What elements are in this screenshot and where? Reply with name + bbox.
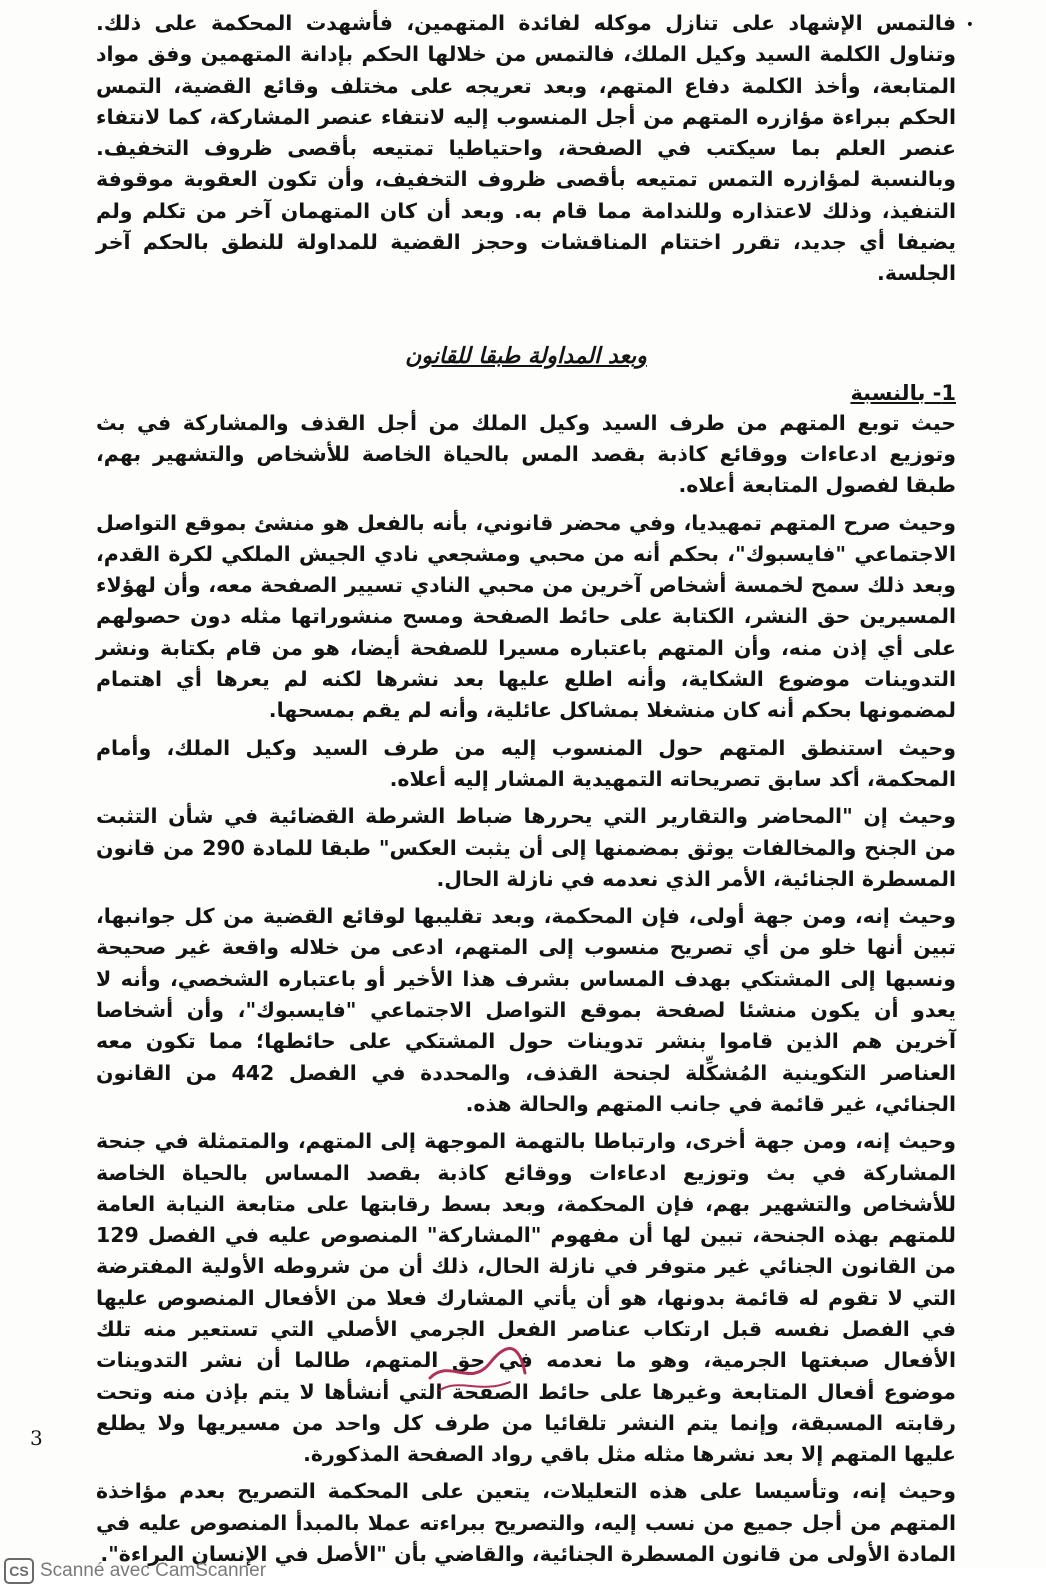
bullet-icon: • — [965, 17, 974, 33]
camscanner-logo-icon: CS — [4, 1558, 34, 1584]
page-number: 3 — [30, 1426, 43, 1450]
paragraph-5: وحيث إنه، ومن جهة أولى، فإن المحكمة، وبعد تقليبها لوقائع القضية من كل جوانبها، تبين أنها خلو من أي تصريح منسوب إلى المتهم، ادعى من خلاله واقعة غير صحيحة ونسبها إلى المشتكي بهدف المساس بشرف هذا الأخير أو باعتباره الشخصي، وأنه لا يعدو أن يكون منشئا لصفحة بموقع التواصل الاجتماعي "فايسبوك"، وأن أشخاصا آخرين هم الذين قاموا بنشر تدوينات حول المشتكي على حائطها؛ مما تكون معه العناصر التكوينية المُشكِّلة لجنحة القذف، والمحددة في الفصل 442 من القانون الجنائي، غير قائمة في جانب المتهم والحالة هذه. — [96, 904, 957, 1116]
paragraph-intro: فالتمس الإشهاد على تنازل موكله لفائدة المتهمين، فأشهدت المحكمة على ذلك. وتناول الكلمة السيد وكيل الملك، فالتمس من خلالها الحكم بإدانة المتهمين وفق مواد المتابعة، وأخذ الكلمة دفاع المتهم، وبعد تعريجه على مختلف وقائع القضية، التمس الحكم ببراءة مؤازره المتهم من أجل المنسوب إليه لانتفاء عنصر المشاركة، كما لانتفاء عنصر العلم بما سيكتب في الصفحة، واحتياطيا تمتيعه بأقصى ظروف التخفيف. وبالنسبة لمؤازره التمس تمتيعه بأقصى ظروف التخفيف، وأن تكون العقوبة موقوفة التنفيذ، وذلك لاعتذاره وللندامة مما قام به. وبعد أن كان المتهمان آخر من تكلم ولم يضيفا أي جديد، تقرر اختتام المناقشات وحجز القضية للمداولة للنطق بالحكم آخر الجلسة. — [96, 11, 956, 286]
section-heading: وبعد المداولة طبقا للقانون — [405, 343, 647, 369]
paragraph-intro-block — [96, 8, 974, 290]
paragraph-1: حيث توبع المتهم من طرف السيد وكيل الملك من أجل القذف والمشاركة في بث وتوزيع ادعاءات ووقائع كاذبة بقصد المس بالحياة الخاصة للأشخاص والتشهير بهم، طبقا لفصول المتابعة أعلاه. — [96, 410, 956, 498]
scanner-watermark-text: Scanné avec CamScanner — [40, 1560, 267, 1581]
scanner-footer — [4, 1556, 266, 1586]
paragraph-7: وحيث إنه، وتأسيسا على هذه التعليلات، يتعين على المحكمة التصريح بعدم مؤاخذة المتهم من أجل جميع من نسب إليه، والتصريح ببراءته عملا بالمبدأ المنصوص عليه في المادة الأولى من قانون المسطرة الجنائية، والقاضي بأن "الأصل في الإنسان البراءة". — [96, 1479, 956, 1567]
paragraph-6: وحيث إنه، ومن جهة أخرى، وارتباطا بالتهمة الموجهة إلى المتهم، والمتمثلة في جنحة المشاركة في بث وتوزيع ادعاءات ووقائع كاذبة بقصد المساس بالحياة الخاصة للأشخاص والتشهير بهم، فإن المحكمة، وبعد بسط رقابتها على متابعة النيابة العامة للمتهم بهذه الجنحة، تبين لها أن مفهوم "المشاركة" المنصوص عليه في الفصل 129 من القانون الجنائي غير متوفر في نازلة الحال، ذلك أن من شروطه الأولية المفترضة التي لا تقوم له قائمة بدونها، هو أن يأتي المشارك فعلا من الأفعال المنصوص عليها في الفصل نفسه قبل ارتكاب عناصر الفعل الجرمي الأصلي التي تستعير منه تلك الأفعال صبغتها الجرمية، وهو ما نعدمه في حق المتهم، طالما أن نشر التدوينات موضوع أفعال المتابعة وغيرها على حائط الصفحة التي أنشأها لا يتم بإذن منه وتحت رقابته المسبقة، وإنما يتم النشر تلقائيا من طرف كل واحد من مسيريها ولا يطلع عليها المتهم إلا بعد نشرها مثله مثل باقي رواد الصفحة المذكورة. — [96, 1129, 956, 1467]
section-subheading: 1- بالنسبة — [850, 380, 956, 405]
paragraph-2: وحيث صرح المتهم تمهيديا، وفي محضر قانوني، بأنه بالفعل هو منشئ بموقع التواصل الاجتماعي "فايسبوك"، بحكم أنه من محبي ومشجعي نادي الجيش الملكي لكرة القدم، وبعد ذلك سمح لخمسة أشخاص آخرين من محبي النادي تسيير الصفحة معه، وأن لهؤلاء المسيرين حق النشر، الكتابة على حائط الصفحة ومسح منشوراتها مثله دون حصولهم على أي إذن منه، وأن المتهم باعتباره مسيرا للصفحة أيضا، هو من قام بكتابة ونشر التدوينات موضوع الشكاية، وأنه اطلع عليها بعد نشرها لكنه لم يعرها أي اهتمام لمضمونها بحكم أنه كان منشغلا بمشاكل عائلية، وأنه لم يقم بمسحها. — [96, 510, 956, 723]
paragraph-4: وحيث إن "المحاضر والتقارير التي يحررها ضباط الشرطة القضائية في شأن التثبت من الجنح والمخالفات يوثق بمضمنها إلى أن يثبت العكس" طبقا للمادة 290 من قانون المسطرة الجنائية، الأمر الذي نعدمه في نازلة الحال. — [96, 804, 956, 891]
paragraph-3: وحيث استنطق المتهم حول المنسوب إليه من طرف السيد وكيل الملك، وأمام المحكمة، أكد سابق تصريحاته التمهيدية المشار إليه أعلاه. — [96, 735, 956, 791]
ink-stamp-mark — [420, 1318, 530, 1398]
